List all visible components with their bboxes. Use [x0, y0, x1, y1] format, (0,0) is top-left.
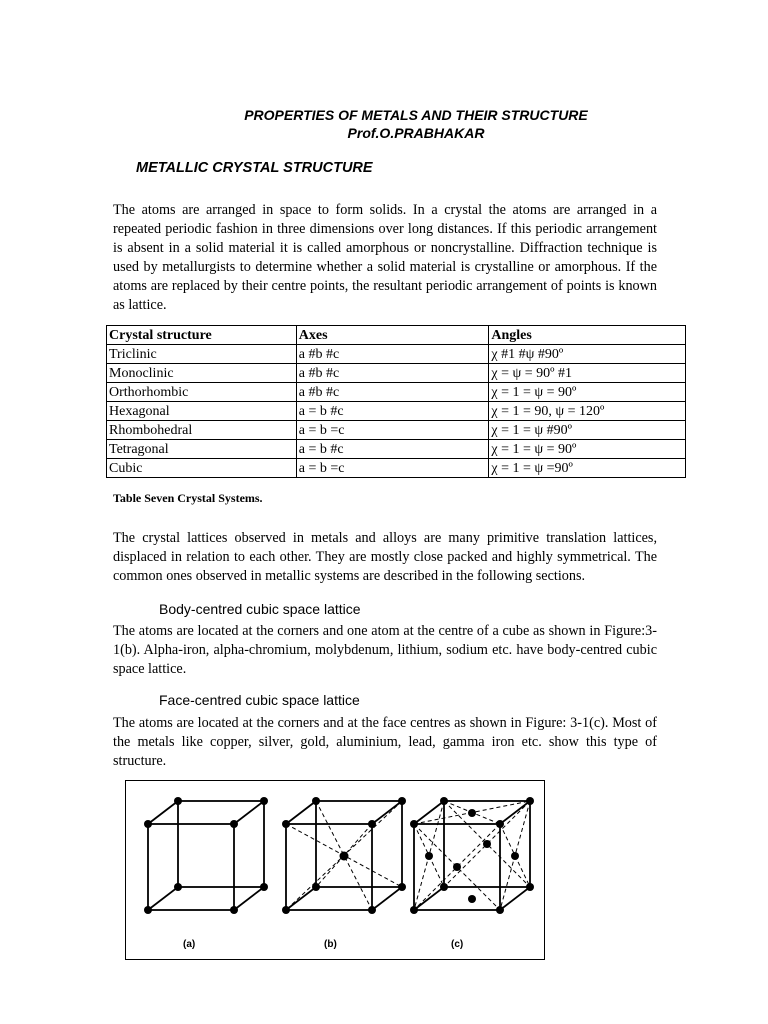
table-cell: χ = 1 = ψ = 90º — [489, 383, 686, 402]
simple-cubic-atoms — [144, 797, 268, 914]
fcc-paragraph: The atoms are located at the corners and at the face centres as shown in Figure: 3-1(c). Most of the metals like copper, silver, gold, aluminium, lead, gamma iron etc. show this type of structure. — [113, 715, 657, 769]
table-cell: Orthorhombic — [107, 383, 297, 402]
table-cell: a #b #c — [296, 364, 489, 383]
crystal-systems-table — [106, 325, 686, 478]
bcc-subheading: Body-centred cubic space lattice — [159, 601, 361, 617]
table-cell: a = b #c — [296, 440, 489, 459]
table-row — [107, 402, 686, 421]
table-cell: χ = 1 = ψ =90º — [489, 459, 686, 478]
table-header-cell: Crystal structure — [107, 326, 297, 345]
table-row — [107, 383, 686, 402]
intro-paragraph: The atoms are arranged in space to form solids. In a crystal the atoms are arranged in a repeated periodic fashion in three dimensions over long distances. If this periodic arrangement is absent in a solid material it is called amorphous or noncrystalline. Diffraction technique is used by metallurgists to determine whether a solid material is crystalline or amorphous. If the atoms are replaced by their centre points, the resultant periodic arrangement of points is known as lattice. — [113, 202, 657, 313]
document-title: PROPERTIES OF METALS AND THEIR STRUCTURE — [244, 107, 588, 123]
figure-label-b: (b) — [324, 939, 337, 950]
table-cell: Monoclinic — [107, 364, 297, 383]
lattice-diagrams — [126, 781, 546, 961]
table-cell: a #b #c — [296, 345, 489, 364]
table-row — [107, 459, 686, 478]
table-cell: χ = ψ = 90º #1 — [489, 364, 686, 383]
bcc-atoms — [282, 797, 406, 914]
table-row — [107, 364, 686, 383]
fcc-atoms — [410, 797, 534, 914]
figure-label-c: (c) — [451, 939, 464, 950]
table-header-row — [107, 326, 686, 345]
table-cell: χ = 1 = ψ = 90º — [489, 440, 686, 459]
table-cell: a = b =c — [296, 421, 489, 440]
document-author: Prof.O.PRABHAKAR — [347, 125, 485, 141]
table-cell: Hexagonal — [107, 402, 297, 421]
table-cell: a #b #c — [296, 383, 489, 402]
table-cell: a = b =c — [296, 459, 489, 478]
table-caption: Table Seven Crystal Systems. — [113, 491, 263, 505]
table-cell: χ = 1 = ψ #90º — [489, 421, 686, 440]
lattices-paragraph: The crystal lattices observed in metals and alloys are many primitive translation lattices, displaced in relation to each other. They are mostly close packed and highly symmetrical. The common ones observed in metallic systems are described in the following sections. — [113, 530, 657, 584]
figure-label-a: (a) — [183, 939, 196, 950]
table-cell: χ = 1 = 90, ψ = 120º — [489, 402, 686, 421]
simple-cubic-diagram — [148, 801, 264, 910]
bcc-paragraph: The atoms are located at the corners and one atom at the centre of a cube as shown in Figure:3-1(b). Alpha-iron, alpha-chromium, molybdenum, lithium, sodium etc. have body-centred cubic space lattice. — [113, 623, 657, 677]
table-header-cell: Angles — [489, 326, 686, 345]
table-cell: Cubic — [107, 459, 297, 478]
section-heading: METALLIC CRYSTAL STRUCTURE — [136, 160, 373, 176]
fcc-subheading: Face-centred cubic space lattice — [159, 692, 360, 708]
table-row — [107, 345, 686, 364]
table-row — [107, 421, 686, 440]
table-header-cell: Axes — [296, 326, 489, 345]
table-cell: Rhombohedral — [107, 421, 297, 440]
crystal-lattice-figure — [125, 780, 545, 960]
table-cell: Tetragonal — [107, 440, 297, 459]
table-row — [107, 440, 686, 459]
table-cell: Triclinic — [107, 345, 297, 364]
table-cell: a = b #c — [296, 402, 489, 421]
table-cell: χ #1 #ψ #90º — [489, 345, 686, 364]
